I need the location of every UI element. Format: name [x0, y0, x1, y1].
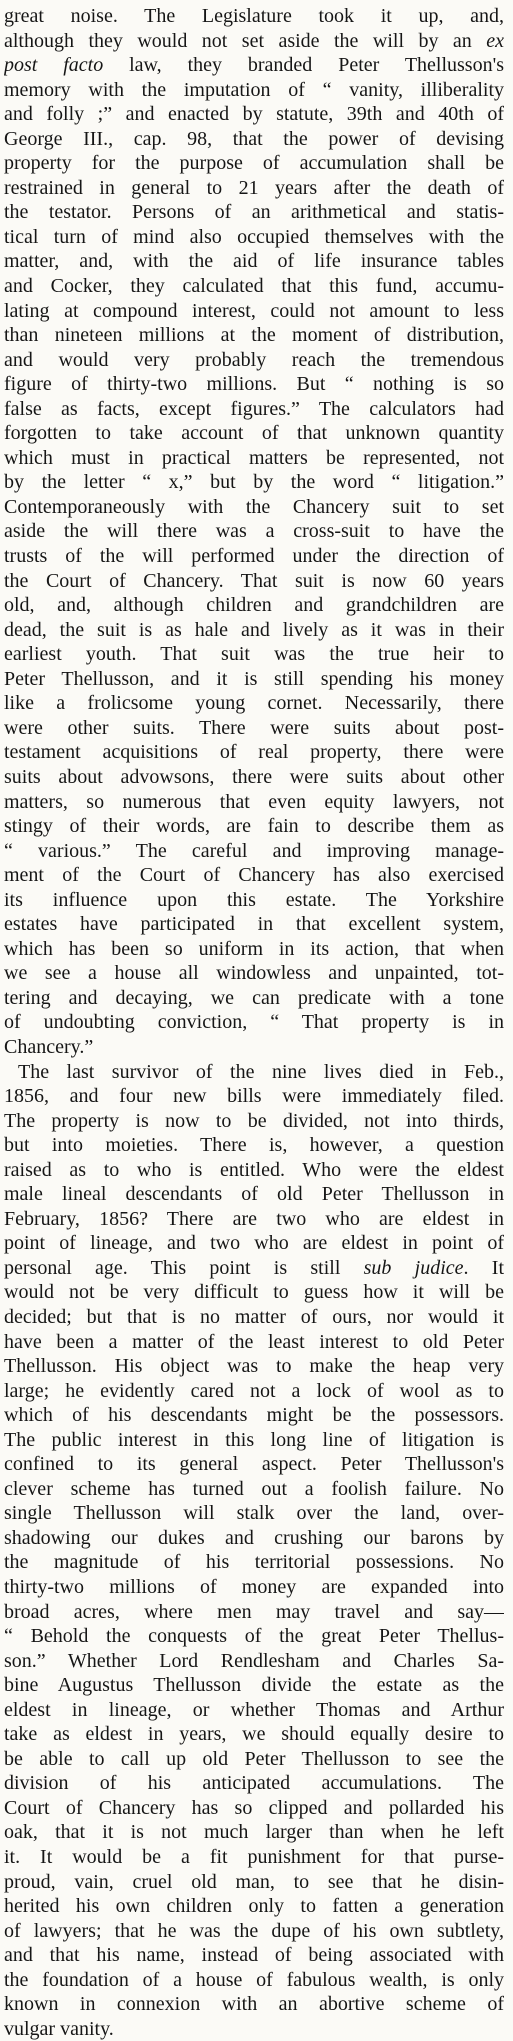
text-line: take as eldest in years, we should equally desire to — [4, 1723, 504, 1746]
text-line: son.” Whether Lord Rendlesham and Charles Sa- — [4, 1649, 504, 1672]
text-line: have been a matter of the least interest to old Peter — [4, 1330, 504, 1353]
text-line: its influence upon this estate. The Yorkshire — [4, 888, 504, 911]
text-line: “ various.” The careful and improving manage- — [4, 839, 504, 862]
text-line: division of his anticipated accumulations. The — [4, 1772, 504, 1795]
text-line: restrained in general to 21 years after the death of — [4, 176, 504, 199]
text-line: thirty-two millions of money are expanded into — [4, 1576, 504, 1598]
text-line: male lineal descendants of old Peter Thellusson in — [4, 1183, 504, 1206]
text-line: property for the purpose of accumulation shall be — [4, 152, 504, 175]
text-line: memory with the imputation of “ vanity, illiberality — [4, 78, 504, 101]
text-line: matter, and, with the aid of life insurance tables — [4, 250, 504, 273]
text-line: Thellusson. His object was to make the heap very — [4, 1355, 504, 1378]
text-line: vulgar vanity. — [4, 2017, 114, 2040]
article-paragraph-1 — [4, 4, 504, 1060]
text-line: were other suits. There were suits about post- — [4, 716, 504, 739]
text-line: Contemporaneously with the Chancery suit to set — [4, 495, 504, 518]
text-line: of undoubting conviction, “ That property is in — [4, 1011, 504, 1034]
text-line: false as facts, except figures.” The calculators had — [4, 397, 504, 420]
text-line: The last survivor of the nine lives died in Feb., — [18, 1060, 504, 1083]
text-line: of lawyers; that he was the dupe of his own subtlety, — [4, 1919, 504, 1942]
text-line: than nineteen millions at the moment of distribution, — [4, 324, 504, 347]
text-line: broad acres, where men may travel and say— — [4, 1600, 504, 1623]
text-line: “ Behold the conquests of the great Peter Thellus- — [4, 1625, 504, 1648]
text-line: we see a house all windowless and unpainted, tot- — [4, 962, 504, 985]
text-line: dead, the suit is as hale and lively as it was in their — [4, 618, 504, 641]
text-line: known in connexion with an abortive scheme of — [4, 1993, 504, 2016]
text-line: the foundation of a house of fabulous wealth, is only — [4, 1968, 504, 1991]
text-line: by the letter “ x,” but by the word “ litigation.” — [4, 471, 504, 494]
text-line: matters, so numerous that even equity lawyers, not — [4, 790, 504, 813]
text-line: and would very probably reach the tremendous — [4, 348, 504, 371]
text-line: old, and, although children and grandchildren are — [4, 594, 504, 617]
text-line: stingy of their words, are fain to describe them as — [4, 815, 504, 838]
text-line: point of lineage, and two who are eldest in point of — [4, 1232, 504, 1255]
text-line: clever scheme has turned out a foolish failure. No — [4, 1477, 504, 1500]
text-line: earliest youth. That suit was the true heir to — [4, 643, 504, 666]
text-line: 1856, and four new bills were immediately filed. — [4, 1085, 504, 1108]
text-line: would not be very difficult to guess how it will be — [4, 1281, 504, 1304]
text-line: although they would not set aside the will by an ex — [4, 29, 504, 52]
text-line: like a frolicsome young cornet. Necessarily, there — [4, 692, 504, 715]
text-line: and Cocker, they calculated that this fund, accumu- — [4, 275, 504, 298]
text-line: shadowing our dukes and crushing our barons by — [4, 1526, 504, 1549]
text-line: which must in practical matters be represented, not — [4, 446, 504, 469]
text-line: which has been so uniform in its action, that when — [4, 937, 504, 960]
text-line: suits about advowsons, there were suits about other — [4, 765, 504, 788]
text-line: Peter Thellusson, and it is still spending his money — [4, 667, 504, 690]
text-line: aside the will there was a cross-suit to have the — [4, 520, 504, 543]
text-line: forgotten to take account of that unknown quantity — [4, 422, 504, 445]
text-line: tering and decaying, we can predicate with a tone — [4, 986, 504, 1009]
text-line: raised as to who is entitled. Who were the eldest — [4, 1158, 504, 1181]
article-column — [4, 4, 504, 2041]
text-line: The property is now to be divided, not into thirds, — [4, 1109, 504, 1132]
text-line: confined to its general aspect. Peter Thellusson's — [4, 1453, 504, 1476]
text-line: eldest in lineage, or whether Thomas and Arthur — [4, 1698, 504, 1721]
text-line: which of his descendants might be the possessors. — [4, 1404, 504, 1427]
text-line: George III., cap. 98, that the power of devising — [4, 127, 504, 150]
text-line: The public interest in this long line of litigation is — [4, 1428, 504, 1451]
text-line: bine Augustus Thellusson divide the estate as the — [4, 1674, 504, 1697]
text-line: and that his name, instead of being associated with — [4, 1944, 504, 1967]
text-line: be able to call up old Peter Thellusson to see the — [4, 1747, 504, 1770]
text-line: large; he evidently cared not a lock of wool as to — [4, 1379, 504, 1402]
text-line: the testator. Persons of an arithmetical and statis- — [4, 201, 504, 224]
text-line: personal age. This point is still sub judice. It — [4, 1256, 504, 1279]
text-line: but into moieties. There is, however, a question — [4, 1134, 504, 1157]
text-line: decided; but that is no matter of ours, nor would it — [4, 1305, 504, 1328]
text-line: great noise. The Legislature took it up, and, — [4, 5, 504, 27]
text-line: the Court of Chancery. That suit is now 60 years — [4, 569, 504, 592]
text-line: ment of the Court of Chancery has also exercised — [4, 864, 504, 887]
text-line: herited his own children only to fatten a generation — [4, 1895, 504, 1918]
text-line: lating at compound interest, could not amount to less — [4, 299, 504, 322]
text-line: testament acquisitions of real property, there were — [4, 741, 504, 764]
text-line: proud, vain, cruel old man, to see that he disin- — [4, 1870, 504, 1893]
text-line: and folly ;” and enacted by statute, 39th and 40th of — [4, 103, 504, 126]
text-line: figure of thirty-two millions. But “ nothing is so — [4, 373, 504, 396]
text-line: trusts of the will performed under the direction of — [4, 545, 504, 568]
text-line: Chancery.” — [4, 1035, 94, 1058]
text-line: it. It would be a fit punishment for that purse- — [4, 1846, 504, 1869]
text-line: post facto law, they branded Peter Thellusson's — [4, 54, 504, 77]
text-line: estates have participated in that excellent system, — [4, 913, 504, 936]
text-line: single Thellusson will stalk over the land, over- — [4, 1502, 504, 1525]
text-line: the magnitude of his territorial possessions. No — [4, 1551, 504, 1574]
text-line: oak, that it is not much larger than when he left — [4, 1821, 504, 1844]
text-line: Court of Chancery has so clipped and pollarded his — [4, 1796, 504, 1819]
text-line: tical turn of mind also occupied themselves with the — [4, 225, 504, 248]
text-line: February, 1856? There are two who are eldest in — [4, 1207, 504, 1230]
article-paragraph-2 — [4, 1060, 504, 2041]
